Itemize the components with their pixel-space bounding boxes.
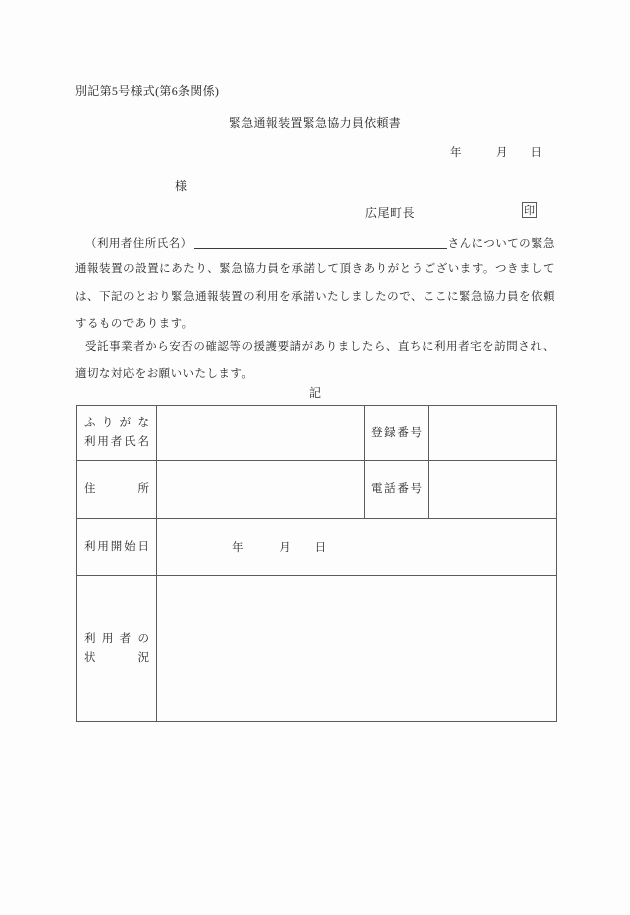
table-row: [77, 519, 557, 576]
address-label: 住 所: [84, 483, 149, 495]
user-name-label: 利 用 者 氏 名: [84, 436, 149, 448]
user-status-label-cell: [77, 576, 157, 722]
phone-number-label: 電 話 番 号: [371, 483, 422, 495]
body-line-4: するものであります。: [75, 317, 194, 330]
table-row: [77, 461, 557, 519]
phone-number-value-cell: [429, 461, 557, 519]
user-name-field-label: （利用者住所氏名）: [85, 237, 193, 250]
furigana-name-label-cell: [77, 406, 157, 461]
user-status-value-cell: [157, 576, 557, 722]
registration-number-label-cell: [365, 406, 429, 461]
body-paragraph-1: [75, 229, 555, 338]
applicant-info-table: [76, 405, 557, 722]
phone-number-label-cell: [365, 461, 429, 519]
start-date-label-cell: [77, 519, 157, 576]
user-name-value-cell: [157, 406, 365, 461]
body-paragraph-2: [75, 334, 555, 389]
user-name-blank-underline: [194, 236, 447, 249]
body-line-3: は、下記のとおり緊急通報装置の利用を承諾いたしましたので、ここに緊急協力員を依頼: [75, 290, 555, 303]
form-number-label: 別記第5号様式(第6条関係): [75, 84, 220, 98]
table-row: [77, 576, 557, 722]
user-status-label-line2: 状 況: [84, 651, 149, 664]
sender-title: 広尾町長: [365, 206, 416, 220]
body-line-2: 通報装置の設置にあたり、緊急協力員を承諾して頂きありがとうございます。つきまして: [75, 263, 555, 276]
seal-mark: 印: [522, 202, 537, 218]
body-line-1: [75, 229, 555, 256]
address-value-cell: [157, 461, 365, 519]
registration-number-label: 登 録 番 号: [371, 426, 422, 439]
address-label-cell: [77, 461, 157, 519]
addressee-suffix: 様: [175, 179, 188, 193]
furigana-label: ふ り が な: [84, 417, 149, 429]
body-line-1-suffix: さんについての緊急: [447, 237, 555, 250]
start-date-value-cell: 年 月 日: [157, 519, 557, 576]
body-line-6: 適切な対応をお願いいたします。: [75, 368, 254, 381]
body-line-5: 受託事業者から安否の確認等の援護要請がありましたら、直ちに利用者宅を訪問され、: [85, 341, 555, 353]
start-date-label: 利 用 開 始 日: [84, 540, 149, 553]
table-row: [77, 406, 557, 461]
ki-section-marker: 記: [308, 386, 321, 400]
document-title: 緊急通報装置緊急協力員依頼書: [228, 116, 402, 130]
user-status-label-line1: 利 用 者 の: [84, 632, 149, 645]
date-line: 年 月 日: [450, 147, 542, 159]
registration-number-value-cell: [429, 406, 557, 461]
